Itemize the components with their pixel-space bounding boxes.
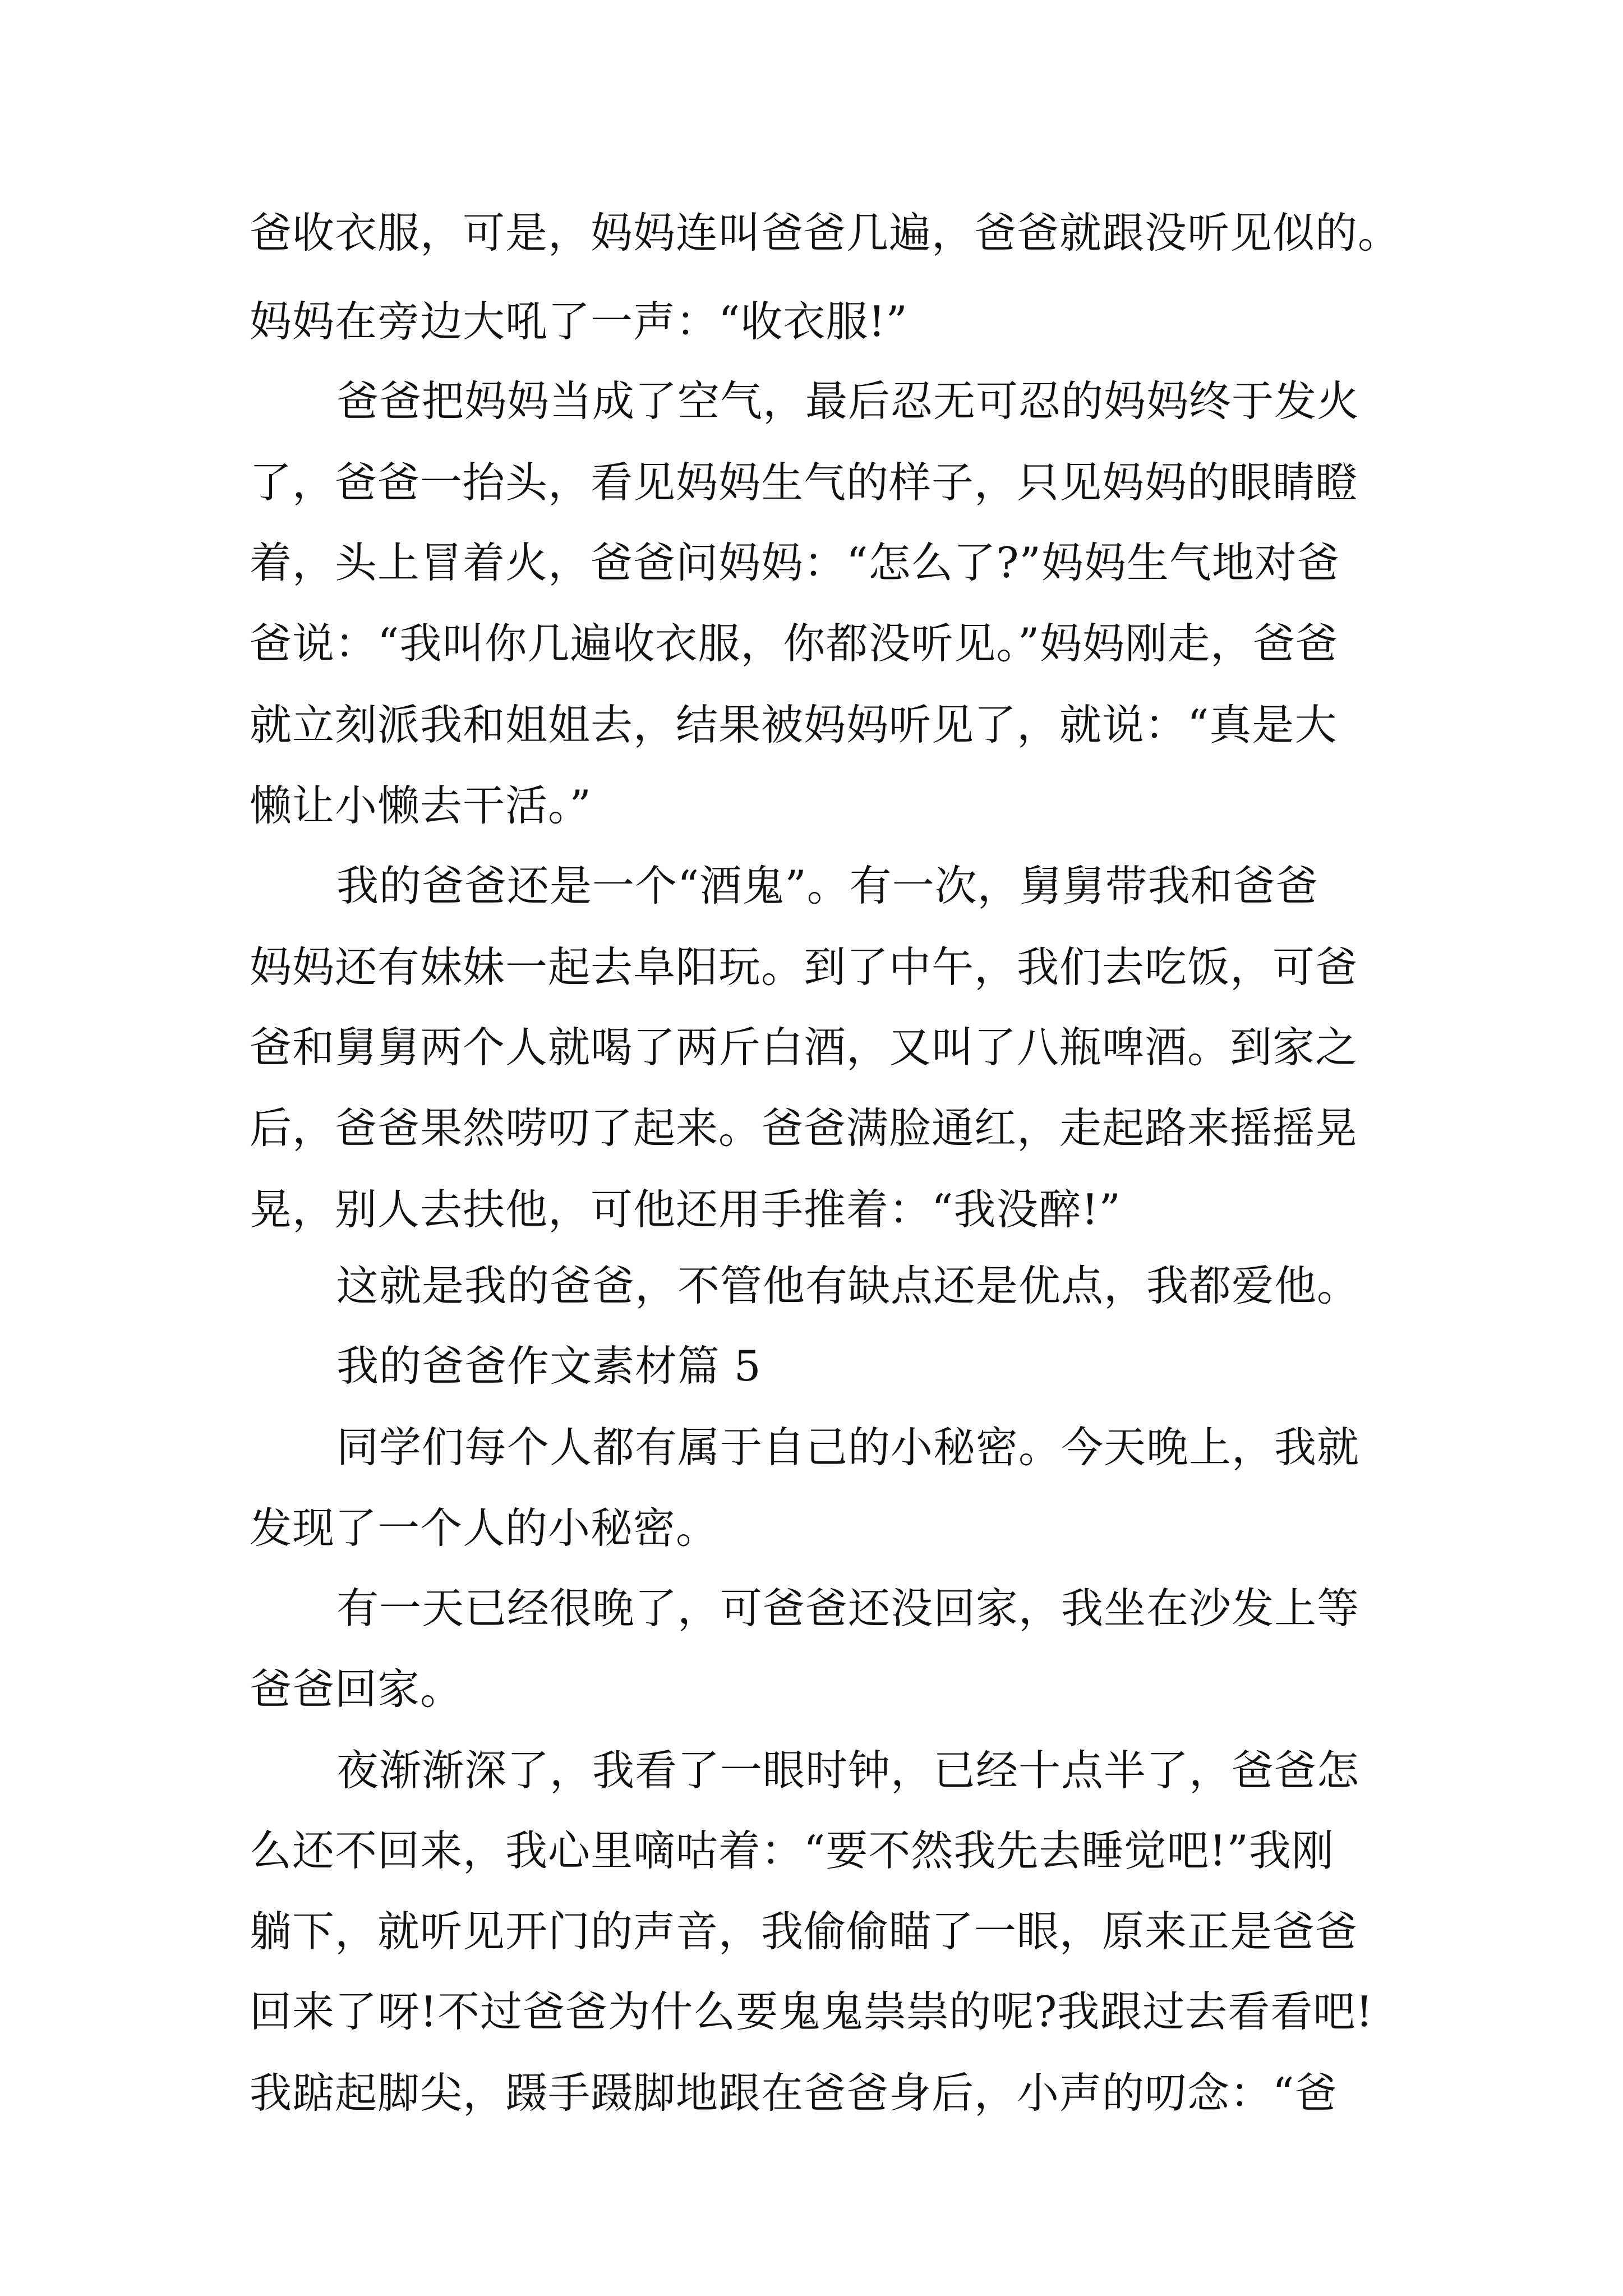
text-line: 么还不回来，我心里嘀咕着：“要不然我先去睡觉吧!”我刚 — [250, 1826, 1334, 1875]
text-line: 妈妈还有妹妹一起去阜阳玩。到了中午，我们去吃饭，可爸 — [250, 942, 1358, 992]
text-line: 晃，别人去扶他，可他还用手推着：“我没醉!” — [250, 1185, 1121, 1234]
text-line: 发现了一个人的小秘密。 — [250, 1503, 719, 1553]
text-line: 回来了呀!不过爸爸为什么要鬼鬼祟祟的呢?我跟过去看看吧! — [250, 1987, 1373, 2036]
text-line: 懒让小懒去干活。” — [250, 781, 592, 830]
text-line: 妈妈在旁边大吼了一声：“收衣服!” — [250, 297, 908, 346]
paragraph-start-line: 有一天已经很晚了，可爸爸还没回家，我坐在沙发上等 — [336, 1584, 1360, 1633]
text-line: 爸爸回家。 — [250, 1664, 463, 1714]
paragraph-start-line: 同学们每个人都有属于自己的小秘密。今天晚上，我就 — [336, 1423, 1360, 1472]
text-line: 后，爸爸果然唠叨了起来。爸爸满脸通红，走起路来摇摇晃 — [250, 1103, 1358, 1153]
text-line: 我踮起脚尖，蹑手蹑脚地跟在爸爸身后，小声的叨念：“爸 — [250, 2068, 1338, 2118]
paragraph-start-line: 夜渐渐深了，我看了一眼时钟，已经十点半了，爸爸怎 — [336, 1746, 1360, 1795]
text-line: 着，头上冒着火，爸爸问妈妈：“怎么了?”妈妈生气地对爸 — [250, 538, 1340, 587]
paragraph-start-line: 我的爸爸还是一个“酒鬼”。有一次，舅舅带我和爸爸 — [336, 861, 1318, 910]
text-line: 爸收衣服，可是，妈妈连叫爸爸几遍，爸爸就跟没听见似的。 — [250, 208, 1401, 257]
text-line: 了，爸爸一抬头，看见妈妈生气的样子，只见妈妈的眼睛瞪 — [250, 458, 1358, 507]
text-line: 爸说：“我叫你几遍收衣服，你都没听见。”妈妈刚走，爸爸 — [250, 619, 1339, 668]
paragraph-start-line: 爸爸把妈妈当成了空气，最后忍无可忍的妈妈终于发火 — [336, 376, 1360, 426]
text-line: 躺下，就听见开门的声音，我偷偷瞄了一眼，原来正是爸爸 — [250, 1907, 1358, 1956]
text-line: 爸和舅舅两个人就喝了两斤白酒，又叫了八瓶啤酒。到家之 — [250, 1023, 1358, 1072]
text-line: 就立刻派我和姐姐去，结果被妈妈听见了，就说：“真是大 — [250, 700, 1338, 749]
paragraph-start-line: 这就是我的爸爸，不管他有缺点还是优点，我都爱他。 — [336, 1261, 1360, 1310]
section-heading: 我的爸爸作文素材篇 5 — [336, 1341, 762, 1391]
